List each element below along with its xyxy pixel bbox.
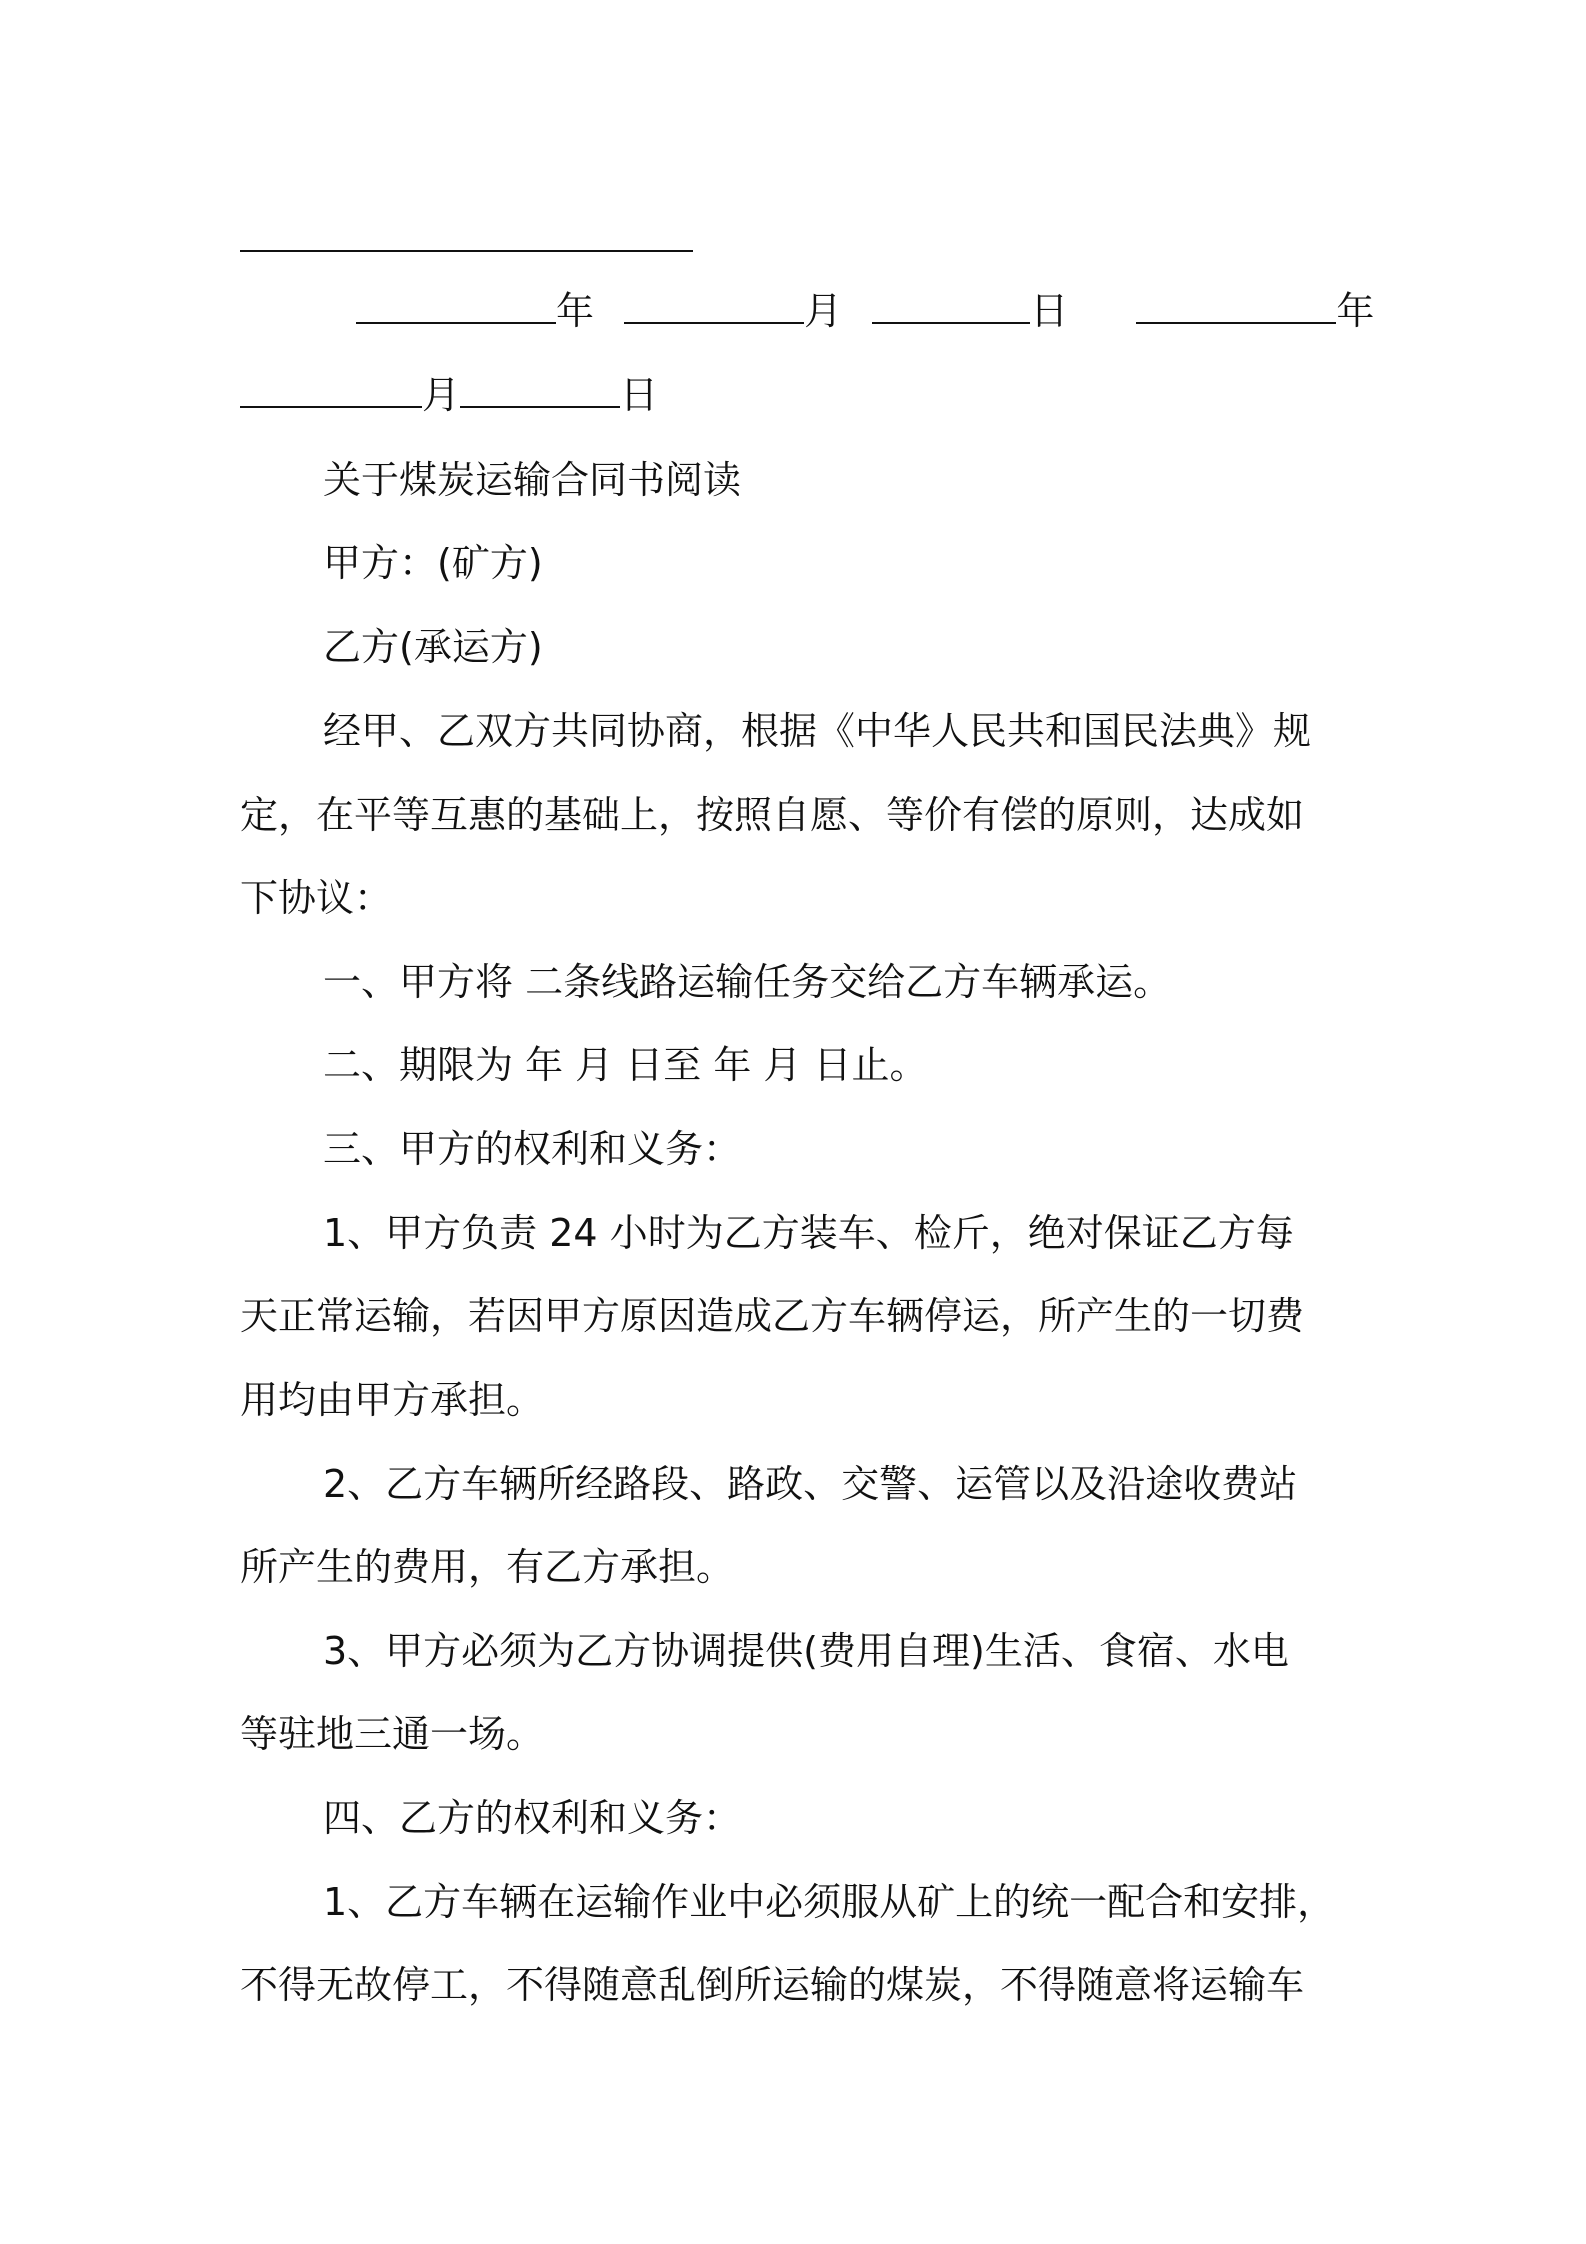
blank-line: [1136, 288, 1336, 324]
document-title: 关于煤炭运输合同书阅读: [323, 458, 742, 502]
blank-line: [624, 288, 804, 324]
signature-blank-line: [240, 250, 693, 252]
date-year-label: 年: [1336, 289, 1375, 333]
clause-item-line: 等驻地三通一场。: [240, 1712, 545, 1756]
date-row-2: [240, 370, 658, 420]
blank-line: [240, 372, 422, 408]
clause-item-line: 1、甲方负责 24 小时为乙方装车、检斤，绝对保证乙方每: [323, 1211, 1294, 1255]
clause-item-line: 3、甲方必须为乙方协调提供(费用自理)生活、食宿、水电: [323, 1629, 1289, 1673]
blank-line: [872, 288, 1030, 324]
preamble-line: 经甲、乙双方共同协商，根据《中华人民共和国民法典》规: [323, 709, 1312, 753]
clause-item-line: 不得无故停工，不得随意乱倒所运输的煤炭，不得随意将运输车: [240, 1963, 1305, 2007]
clause-item-line: 2、乙方车辆所经路段、路政、交警、运管以及沿途收费站: [323, 1462, 1298, 1506]
preamble-line: 下协议：: [240, 876, 393, 920]
date-day-label: 日: [1030, 289, 1069, 333]
clause-heading: 二、期限为 年 月 日至 年 月 日止。: [323, 1043, 928, 1087]
blank-line: [356, 288, 556, 324]
date-year-label: 年: [556, 289, 595, 333]
clause-item-line: 天正常运输，若因甲方原因造成乙方车辆停运，所产生的一切费: [240, 1294, 1305, 1338]
date-row-1: [356, 286, 1374, 336]
clause-heading: 四、乙方的权利和义务：: [323, 1796, 742, 1840]
blank-line: [460, 372, 620, 408]
clause-item-line: 所产生的费用，有乙方承担。: [240, 1545, 735, 1589]
clause-item-line: 用均由甲方承担。: [240, 1378, 545, 1422]
preamble-line: 定，在平等互惠的基础上，按照自愿、等价有偿的原则，达成如: [240, 793, 1305, 837]
clause-heading: 三、甲方的权利和义务：: [323, 1127, 742, 1171]
party-b-line: 乙方(承运方): [323, 625, 543, 669]
clause-item-line: 1、乙方车辆在运输作业中必须服从矿上的统一配合和安排，: [323, 1880, 1336, 1924]
date-day-label: 日: [620, 373, 659, 417]
date-month-label: 月: [804, 289, 843, 333]
clause-heading: 一、甲方将 二条线路运输任务交给乙方车辆承运。: [323, 960, 1172, 1004]
party-a-line: 甲方：(矿方): [323, 541, 543, 585]
date-month-label: 月: [422, 373, 461, 417]
